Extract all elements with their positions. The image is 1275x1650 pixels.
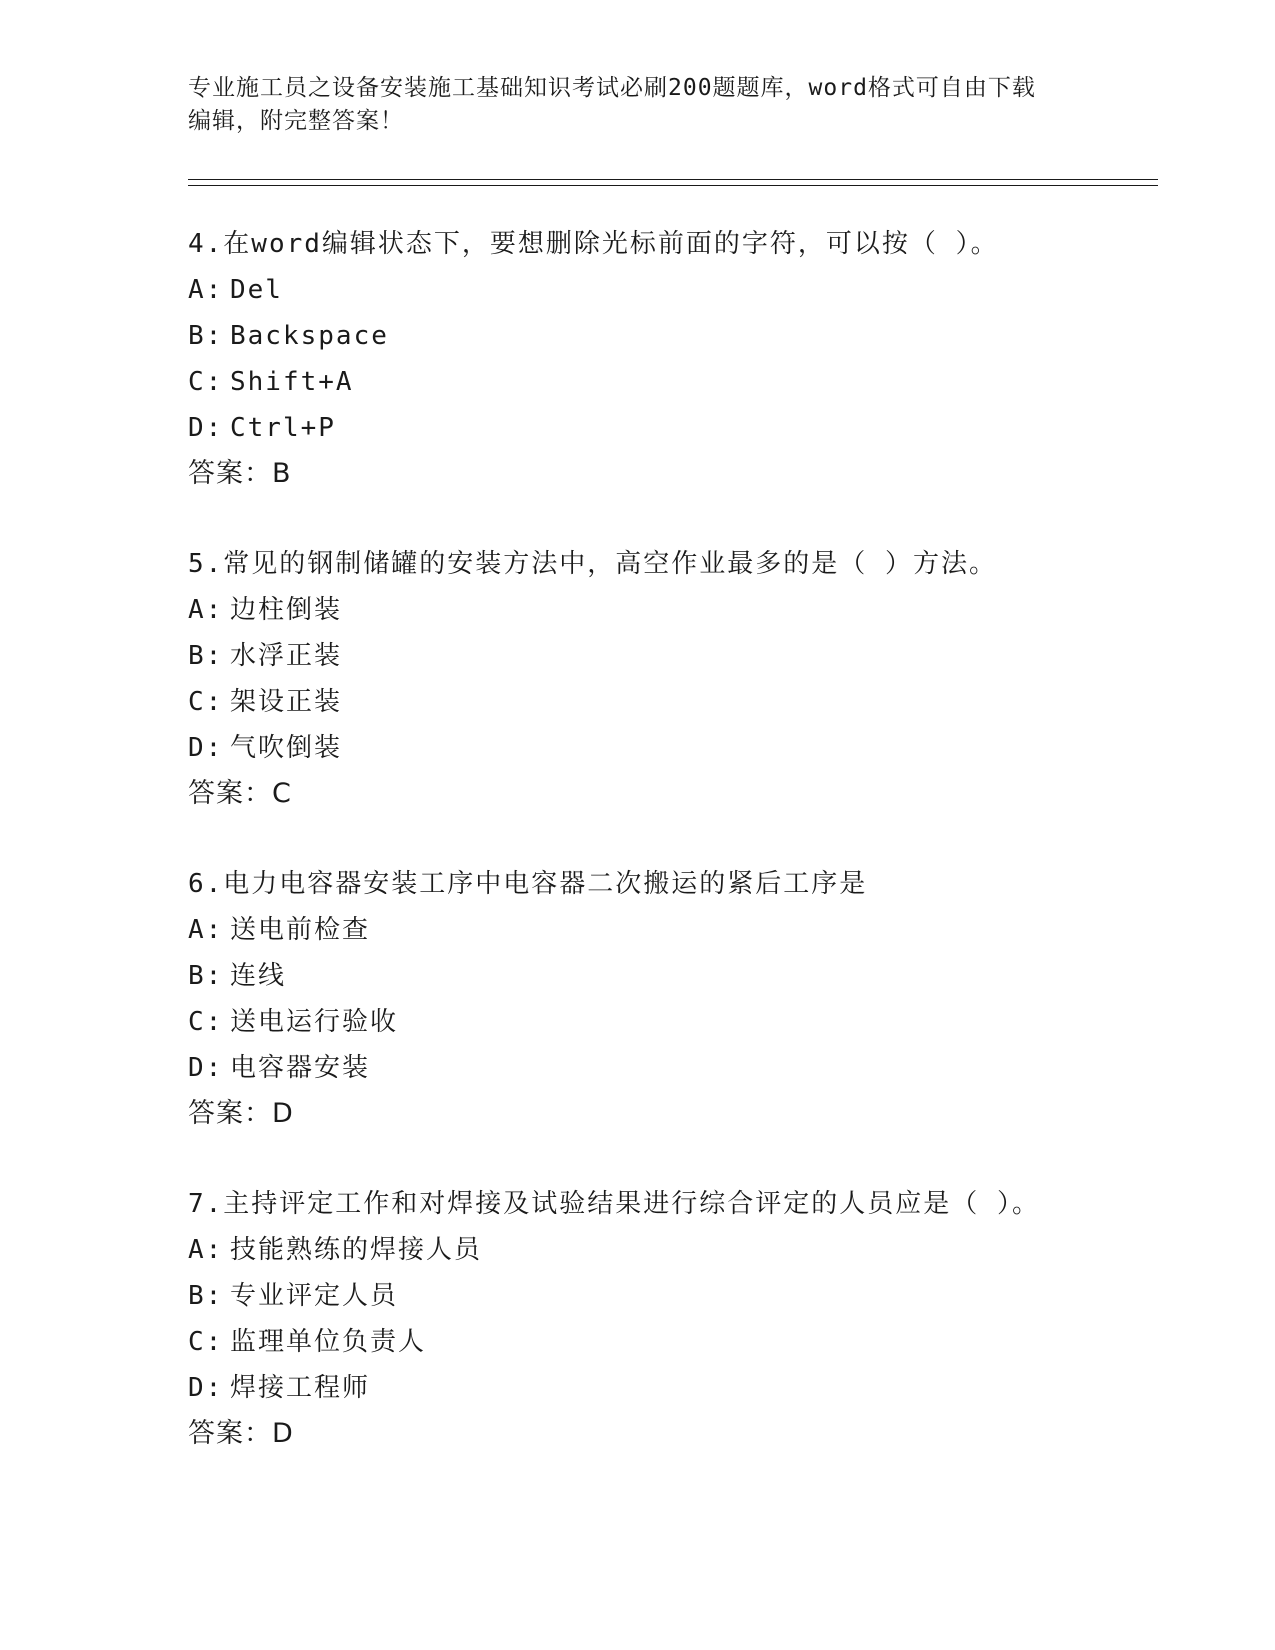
option-text: 边柱倒装: [230, 595, 343, 625]
option-key: C:: [188, 687, 224, 717]
option-a: [188, 587, 1188, 633]
option-d: [188, 1045, 1188, 1091]
option-key: A:: [188, 595, 224, 625]
option-key: A:: [188, 915, 224, 945]
question-stem: 5.常见的钢制储罐的安装方法中，高空作业最多的是（ ）方法。: [188, 549, 997, 579]
answer-line: 答案：D: [188, 1098, 294, 1129]
option-key: B:: [188, 641, 224, 671]
answer-line: 答案：D: [188, 1418, 294, 1449]
question-block-5: [188, 541, 1188, 817]
option-text: 电容器安装: [230, 1053, 371, 1083]
option-text: 气吹倒装: [230, 733, 343, 763]
option-d: [188, 1365, 1188, 1411]
option-text: 送电运行验收: [230, 1007, 399, 1037]
document-header: [188, 72, 1088, 138]
option-text: Ctrl+P: [230, 413, 336, 443]
option-d: [188, 725, 1188, 771]
option-text: Shift+A: [230, 367, 354, 397]
option-text: 技能熟练的焊接人员: [230, 1235, 483, 1265]
option-text: 架设正装: [230, 687, 343, 717]
option-text: Del: [230, 275, 283, 305]
option-a: [188, 1227, 1188, 1273]
option-text: 焊接工程师: [230, 1373, 371, 1403]
option-key: D:: [188, 413, 224, 443]
option-key: D:: [188, 733, 224, 763]
header-title-line-1: 专业施工员之设备安装施工基础知识考试必刷200题题库，word格式可自由下载: [188, 75, 1036, 101]
option-c: [188, 359, 1188, 405]
option-key: D:: [188, 1053, 224, 1083]
question-block-7: [188, 1181, 1188, 1457]
question-block-6: [188, 861, 1188, 1137]
option-key: A:: [188, 1235, 224, 1265]
option-b: [188, 1273, 1188, 1319]
option-key: B:: [188, 961, 224, 991]
option-text: Backspace: [230, 321, 389, 351]
option-text: 监理单位负责人: [230, 1327, 427, 1357]
option-key: A:: [188, 275, 224, 305]
option-b: [188, 633, 1188, 679]
question-stem: 4.在word编辑状态下，要想删除光标前面的字符，可以按（ ）。: [188, 229, 999, 259]
option-key: C:: [188, 367, 224, 397]
option-b: [188, 313, 1188, 359]
option-a: [188, 907, 1188, 953]
option-a: [188, 267, 1188, 313]
option-key: B:: [188, 1281, 224, 1311]
option-key: C:: [188, 1327, 224, 1357]
option-b: [188, 953, 1188, 999]
option-text: 送电前检查: [230, 915, 371, 945]
question-stem: 7.主持评定工作和对焊接及试验结果进行综合评定的人员应是（ ）。: [188, 1189, 1040, 1219]
question-stem: 6.电力电容器安装工序中电容器二次搬运的紧后工序是: [188, 869, 868, 899]
option-key: D:: [188, 1373, 224, 1403]
option-c: [188, 999, 1188, 1045]
answer-line: 答案：C: [188, 778, 292, 809]
option-key: C:: [188, 1007, 224, 1037]
option-c: [188, 1319, 1188, 1365]
question-block-4: [188, 221, 1188, 497]
option-text: 连线: [230, 961, 287, 991]
header-title-line-2: 编辑，附完整答案！: [188, 108, 404, 134]
answer-line: 答案：B: [188, 458, 292, 489]
option-d: [188, 405, 1188, 451]
option-key: B:: [188, 321, 224, 351]
option-text: 水浮正装: [230, 641, 343, 671]
option-text: 专业评定人员: [230, 1281, 399, 1311]
header-double-rule: [188, 179, 1158, 186]
option-c: [188, 679, 1188, 725]
